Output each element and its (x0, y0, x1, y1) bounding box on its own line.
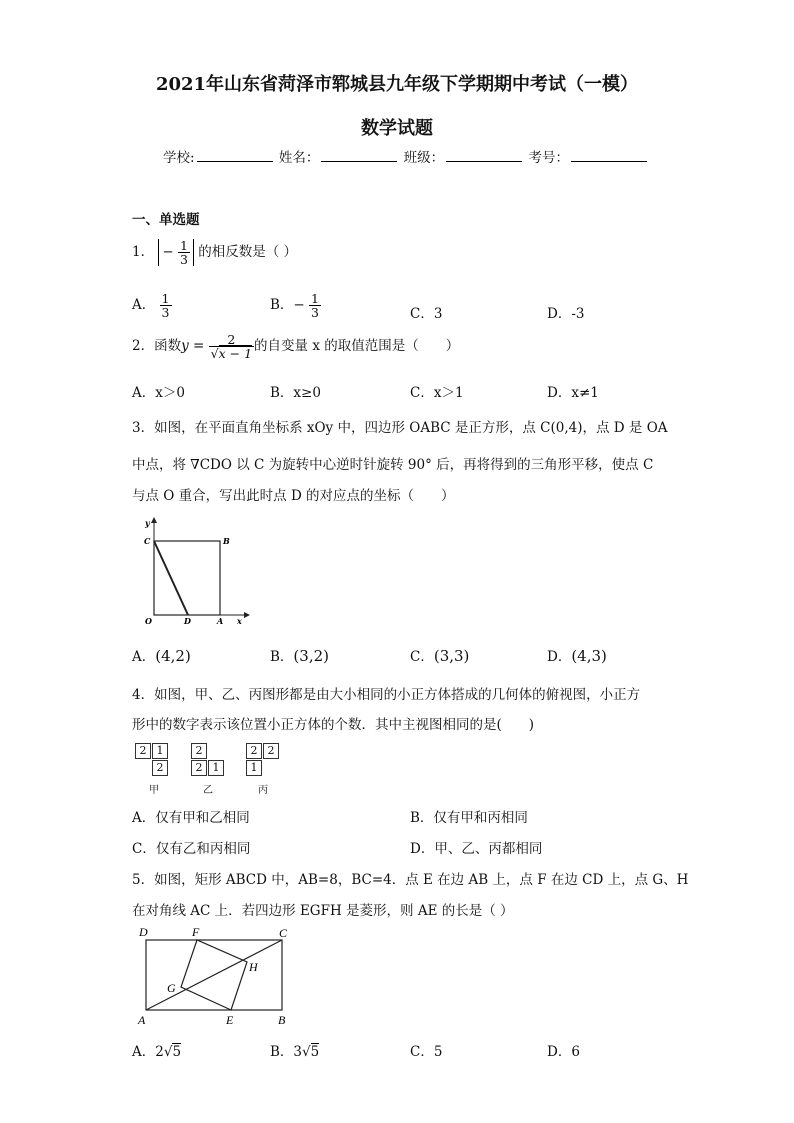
q4-grids (133, 743, 293, 795)
option-text: (4,3) (571, 647, 607, 665)
q5-option-b: B．3√5 (270, 1044, 320, 1060)
label-d: D (139, 925, 148, 939)
q2-option-b (270, 381, 321, 401)
option-label: D． (547, 1044, 572, 1060)
option-radicand: 5 (310, 1044, 320, 1060)
option-label: A． (132, 649, 156, 665)
option-label: C． (410, 306, 434, 322)
q2-number: 2． (132, 338, 155, 355)
q1-fraction (178, 239, 190, 266)
q3-option-a (132, 645, 191, 665)
bing-cell: 2 (246, 743, 262, 759)
q3-line-1: 3．如图，在平面直角坐标系 xOy 中，四边形 OABC 是正方形，点 C(0,4)，点 D 是 OA (132, 420, 668, 436)
q2-post: 的自变量 x 的取值范围是（ ） (254, 338, 460, 355)
option-text: 仅有甲和乙相同 (155, 810, 250, 826)
q1-b-fraction (309, 292, 321, 319)
label-d: D (184, 616, 191, 625)
option-label: C． (132, 841, 156, 857)
class-label: 班级： (403, 150, 445, 166)
q2-radicand: x − 1 (218, 346, 253, 362)
option-label: D． (547, 385, 572, 401)
class-blank (446, 149, 522, 162)
q2-eq: = (188, 338, 209, 355)
option-label: B． (270, 385, 294, 401)
q3-option-d (547, 645, 607, 665)
option-radicand: 5 (172, 1044, 182, 1060)
option-label: A． (132, 810, 156, 826)
school-label: 学校: (163, 150, 195, 166)
square-oabc (154, 541, 220, 615)
q2-option-d (547, 381, 599, 401)
q2-pre: 函数 (154, 338, 182, 355)
option-coef: 2 (155, 1044, 164, 1060)
option-label: B． (410, 810, 434, 826)
q3-option-c (410, 645, 469, 665)
frac-den: 3 (311, 305, 319, 321)
q1-a-fraction (160, 292, 172, 319)
label-o: O (145, 616, 152, 625)
option-label: D． (547, 306, 572, 322)
q5-rectangle-figure (134, 924, 299, 1030)
yi-cell: 1 (208, 760, 224, 776)
label-e: E (226, 1013, 234, 1027)
label-c: C (279, 926, 288, 940)
frac-num: 1 (161, 291, 170, 306)
yi-cell: 2 (191, 743, 207, 759)
label-x: x (237, 616, 242, 625)
id-label: 考号： (528, 150, 569, 166)
bing-label: 丙 (258, 785, 268, 796)
option-text: 5 (433, 1044, 443, 1060)
q5-line-2: 在对角线 AC 上．若四边形 EGFH 是菱形，则 AE 的长是（ ） (132, 903, 514, 919)
q1-option-d (547, 302, 584, 322)
label-a: A (138, 1013, 146, 1027)
jia-label: 甲 (149, 785, 159, 796)
q1-frac-den: 3 (180, 252, 188, 268)
frac-den: 3 (161, 305, 170, 321)
label-f: F (192, 925, 200, 939)
q1-option-c (410, 302, 442, 322)
q4-option-d (410, 837, 542, 857)
option-label: A． (132, 1044, 156, 1060)
q3-option-b (270, 645, 329, 665)
label-y: y (145, 518, 150, 528)
jia-cell: 2 (152, 760, 168, 776)
question-2 (132, 333, 459, 360)
q4-line-2: 形中的数字表示该位置小正方体的个数．其中主视图相同的是( ) (132, 717, 535, 733)
option-label: C． (410, 385, 434, 401)
q2-frac-den: √x − 1 (210, 346, 253, 362)
option-coef: 3 (293, 1044, 303, 1060)
label-b: B (223, 536, 230, 546)
option-text: 仅有乙和丙相同 (155, 841, 251, 857)
info-fields (163, 146, 649, 166)
q2-option-c (410, 381, 464, 401)
label-g: G (167, 981, 176, 995)
q5-line-1: 5．如图，矩形 ABCD 中，AB=8，BC=4．点 E 在边 AB 上，点 F 在边 CD 上，点 G、H (132, 872, 689, 888)
option-label: C． (410, 1044, 434, 1060)
option-text: (4,2) (155, 647, 191, 665)
option-text: (3,2) (293, 647, 329, 665)
q4-option-a (132, 806, 250, 826)
section-heading: 一、单选题 (132, 212, 200, 228)
q3-line-2: 中点，将 ∇CDO 以 C 为旋转中心逆时针旋转 90° 后，再将得到的三角形平移，使点 C (132, 457, 654, 473)
q4-line-1: 4．如图，甲、乙、丙图形都是由大小相同的小正方体搭成的几何体的俯视图，小正方 (132, 687, 641, 703)
bing-cell: 2 (263, 743, 279, 759)
x-axis-arrow (244, 612, 250, 618)
q1-minus: − (162, 244, 174, 261)
exam-title: 2021年山东省菏泽市郓城县九年级下学期期中考试（一模） (155, 74, 639, 95)
q1-option-a (132, 292, 172, 319)
q1-frac-num: 1 (180, 238, 188, 253)
q1-text: 的相反数是（ ） (198, 244, 298, 261)
segment-cd (154, 541, 188, 615)
option-text: x≥0 (293, 385, 321, 401)
question-1 (132, 239, 297, 266)
option-text: 甲、乙、丙都相同 (434, 841, 543, 857)
option-label: A． (132, 297, 156, 314)
q1-number: 1． (132, 244, 155, 261)
q4-option-b (410, 806, 528, 826)
q5-option-d (547, 1040, 580, 1060)
id-blank (571, 149, 647, 162)
school-blank (197, 149, 273, 162)
label-h: H (249, 960, 258, 974)
option-label: C． (410, 649, 434, 665)
diagonal-ac (146, 940, 282, 1010)
q4-option-c (132, 837, 250, 857)
q2-option-a (132, 381, 185, 401)
option-text: (3,3) (433, 647, 470, 665)
jia-cell: 1 (152, 743, 168, 759)
q5-option-c (410, 1040, 442, 1060)
option-label: B． (270, 1044, 294, 1060)
option-text: 6 (571, 1044, 580, 1060)
option-label: D． (410, 841, 435, 857)
option-label: D． (547, 649, 572, 665)
option-text: -3 (571, 306, 585, 322)
option-label: B． (270, 649, 294, 665)
frac-num: 1 (311, 291, 319, 306)
option-label: B． (270, 297, 294, 314)
option-text: 仅有甲和丙相同 (433, 810, 528, 826)
name-blank (321, 149, 397, 162)
yi-cell: 2 (191, 760, 207, 776)
jia-cell: 2 (135, 743, 151, 759)
label-b: B (278, 1013, 286, 1027)
option-text: x＞0 (155, 385, 185, 401)
q1-option-b (270, 292, 321, 319)
q3-coordinate-figure (140, 515, 250, 625)
name-label: 姓名： (278, 150, 320, 166)
q2-fraction (209, 333, 254, 360)
option-text: 3 (433, 306, 443, 322)
q2-frac-num: 2 (209, 333, 254, 347)
q3-line-3: 与点 O 重合，写出此时点 D 的对应点的坐标（ ） (132, 488, 455, 504)
option-minus: − (293, 297, 305, 314)
q5-option-a: A．2√5 (132, 1044, 182, 1060)
yi-label: 乙 (203, 785, 213, 796)
y-axis-arrow (151, 517, 157, 523)
q1-abs-expression (158, 239, 194, 266)
label-a: A (217, 616, 224, 625)
exam-subtitle: 数学试题 (361, 118, 433, 139)
bing-cell: 1 (246, 760, 262, 776)
option-text: x≠1 (571, 385, 599, 401)
option-label: A． (132, 385, 156, 401)
q2-y: y (181, 338, 189, 355)
option-text: x＞1 (433, 385, 464, 401)
label-c: C (144, 536, 151, 546)
